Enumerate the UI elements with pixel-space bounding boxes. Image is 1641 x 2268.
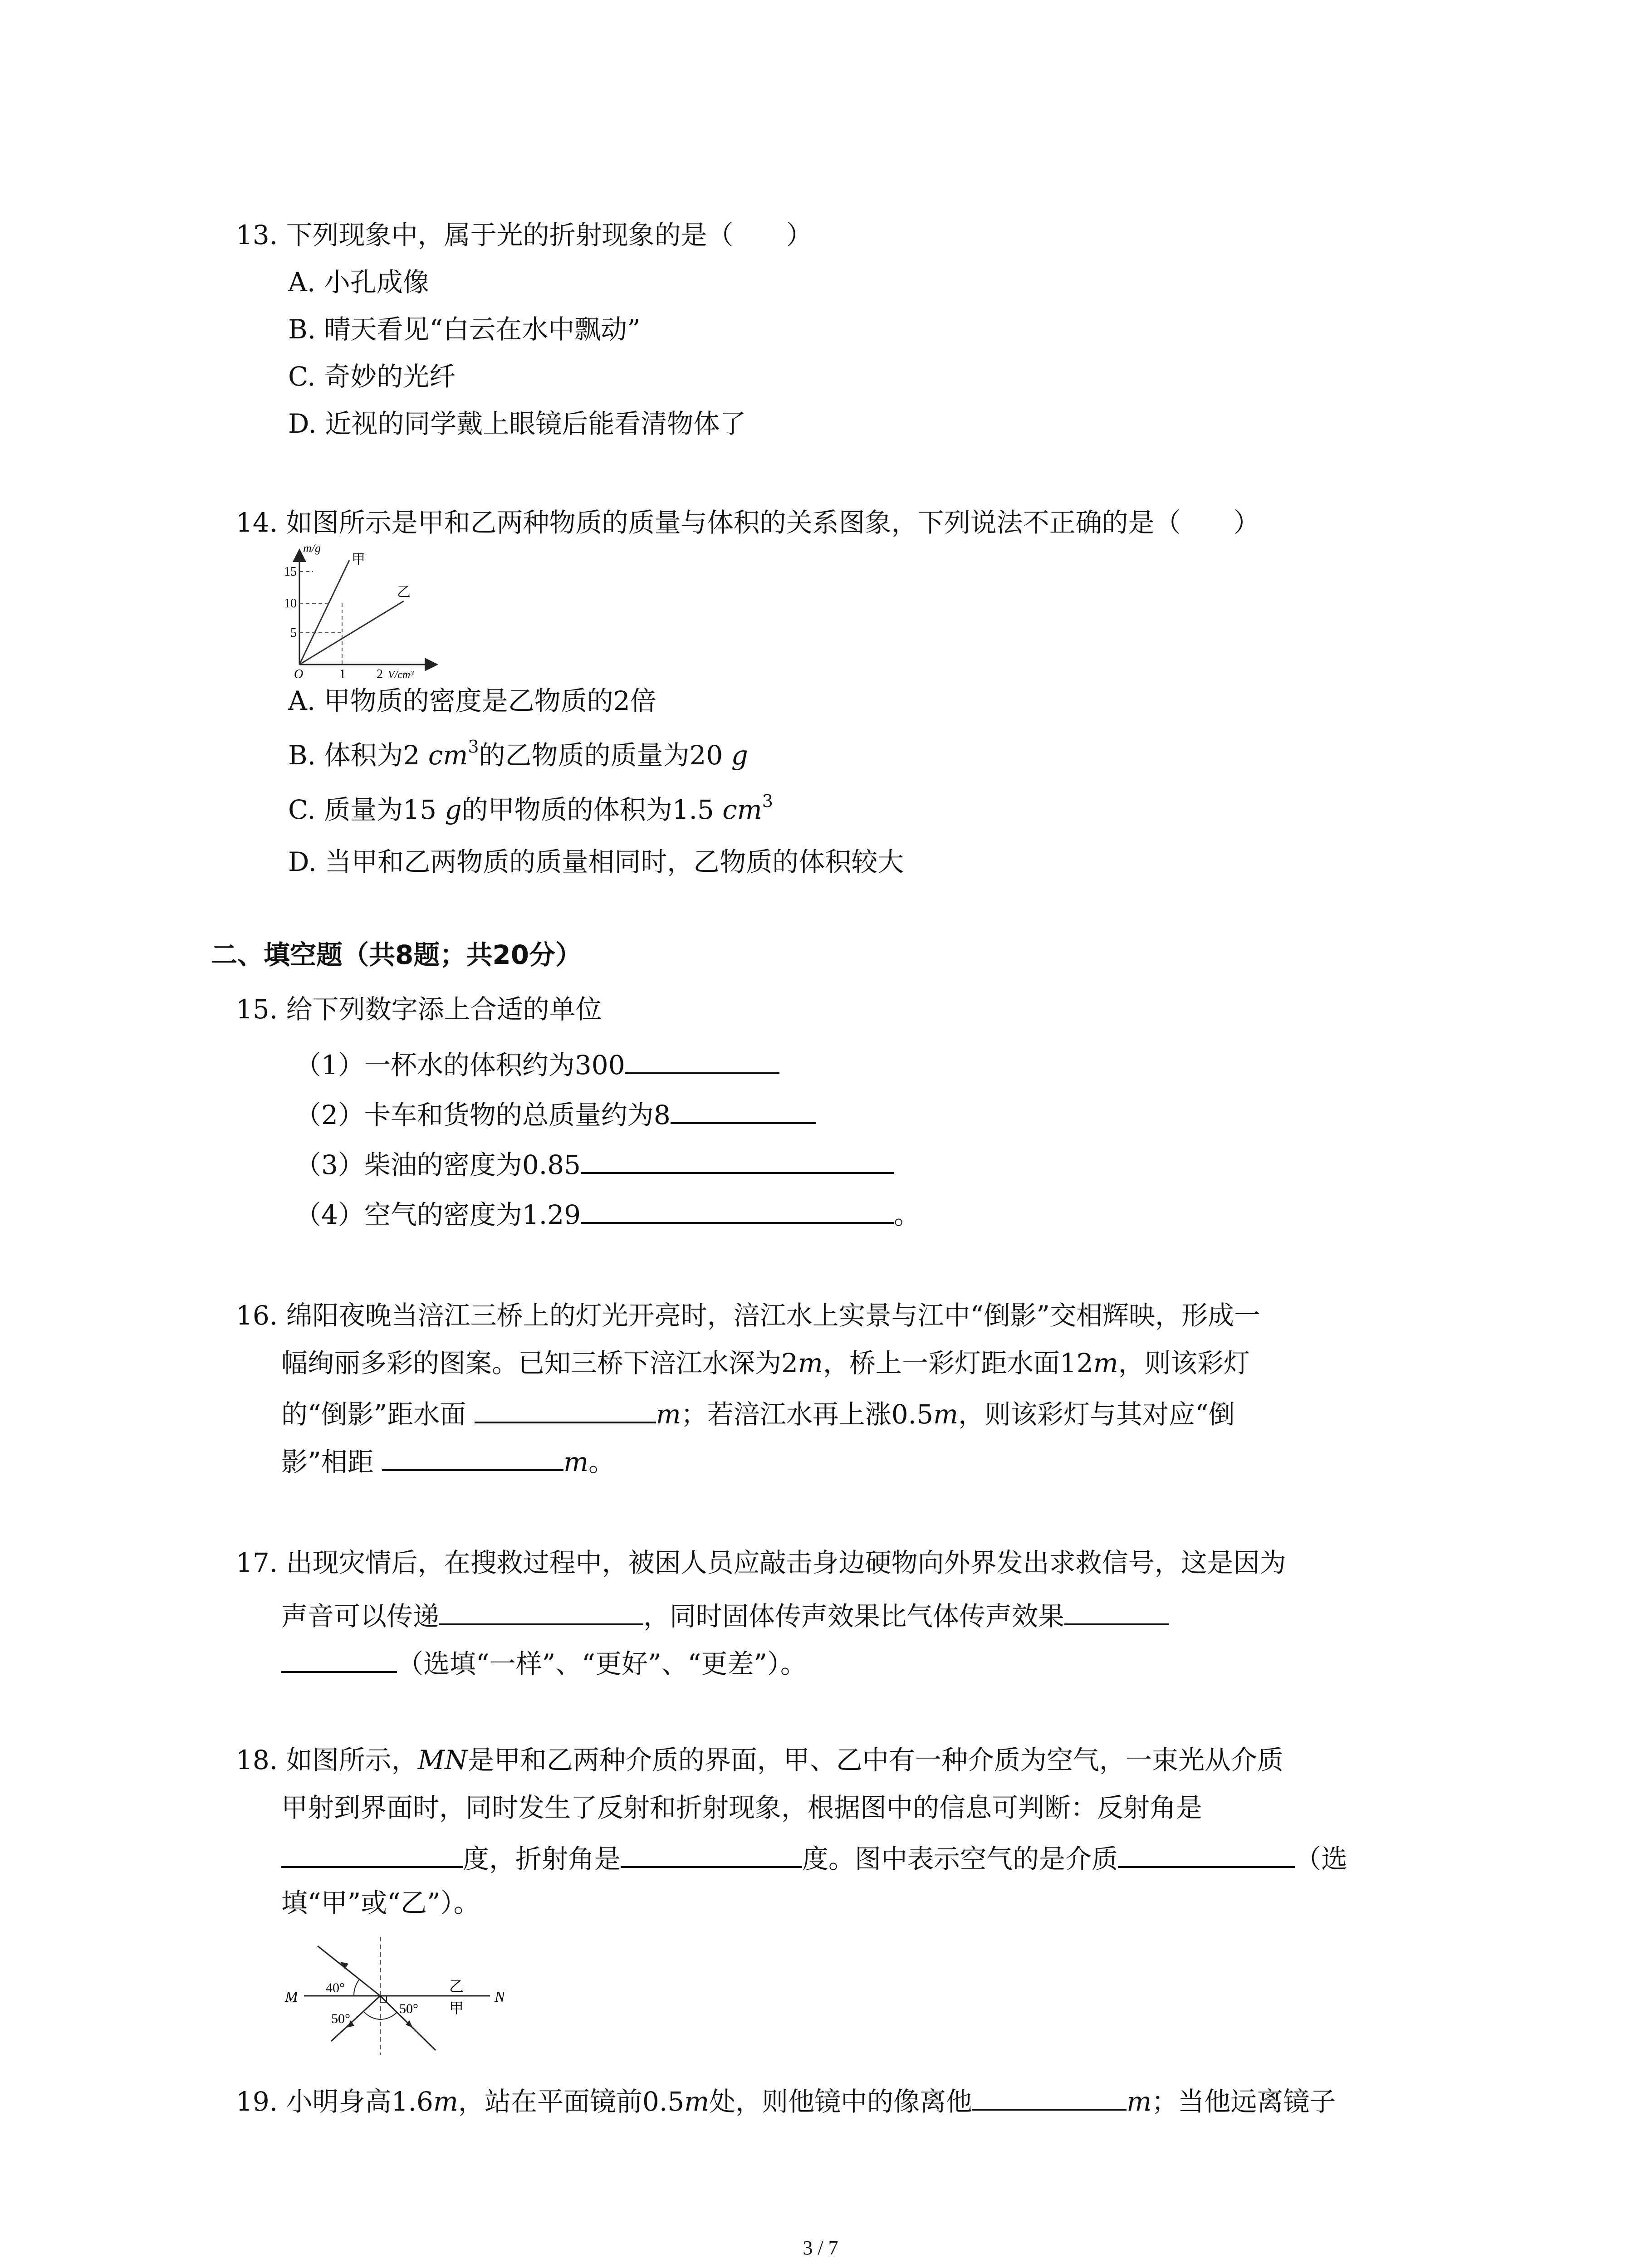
label-jia: 甲: [449, 2000, 464, 2016]
q14-option-a: A. 甲物质的密度是乙物质的2倍: [288, 685, 656, 716]
blank[interactable]: [671, 1093, 816, 1124]
q15-item-4: （4）空气的密度为1.29 。: [295, 1193, 920, 1233]
q19-line-1: 19. 小明身高1.6m，站在平面镜前0.5m处，则他镜中的像离他 m；当他远离镜子: [236, 2080, 1336, 2120]
q13-stem: 13. 下列现象中，属于光的折射现象的是（ ）: [236, 220, 813, 250]
blank[interactable]: [439, 1594, 643, 1625]
x-axis-label: V/cm³: [388, 669, 414, 681]
refraction-diagram: [277, 1937, 504, 2059]
angle-50-left: 50°: [331, 2011, 350, 2026]
section-heading: 二、填空题（共8题；共20分）: [211, 939, 582, 970]
blank[interactable]: [475, 1393, 656, 1423]
mass-volume-graph: [284, 542, 445, 681]
blank[interactable]: [581, 1193, 894, 1224]
q18-line-3: 度，折射角是 度。图中表示空气的是介质 （选: [281, 1837, 1347, 1877]
q14-option-d: D. 当甲和乙两物质的质量相同时，乙物质的体积较大: [288, 846, 904, 877]
q18-line-2: 甲射到界面时，同时发生了反射和折射现象，根据图中的信息可判断：反射角是: [281, 1792, 1203, 1823]
q17-line-2: 声音可以传递 ，同时固体传声效果比气体传声效果: [281, 1594, 1169, 1634]
blank[interactable]: [621, 1837, 802, 1868]
y-axis-label: m/g: [303, 542, 321, 555]
blank[interactable]: [281, 1642, 397, 1673]
page-number: 3 / 7: [803, 2237, 838, 2259]
q15-item-1: （1）一杯水的体积约为300: [295, 1043, 779, 1083]
q13-option-b: B. 晴天看见“白云在水中飘动”: [288, 314, 641, 345]
y-tick-10: 10: [284, 596, 297, 611]
label-n: N: [495, 1989, 505, 2005]
blank[interactable]: [1064, 1594, 1169, 1625]
label-yi: 乙: [449, 1978, 464, 1994]
blank[interactable]: [972, 2080, 1127, 2111]
blank[interactable]: [581, 1143, 894, 1174]
q15-item-2: （2）卡车和货物的总质量约为8: [295, 1093, 816, 1133]
q16-line-2: 幅绚丽多彩的图案。已知三桥下涪江水深为2m，桥上一彩灯距水面12m，则该彩灯: [281, 1348, 1250, 1378]
x-tick-2: 2: [377, 667, 383, 681]
q18-line-4: 填“甲”或“乙”）。: [281, 1887, 480, 1918]
blank[interactable]: [625, 1043, 779, 1074]
q13-option-d: D. 近视的同学戴上眼镜后能看清物体了: [288, 408, 746, 439]
y-tick-5: 5: [290, 626, 297, 640]
q13-option-a: A. 小孔成像: [288, 267, 429, 298]
q16-line-1: 16. 绵阳夜晚当涪江三桥上的灯光开亮时，涪江水上实景与江中“倒影”交相辉映，形成一: [236, 1300, 1260, 1331]
q15-stem: 15. 给下列数字添上合适的单位: [236, 994, 602, 1025]
label-yi: 乙: [397, 585, 411, 600]
q18-line-1: 18. 如图所示，MN是甲和乙两种介质的界面，甲、乙中有一种介质为空气，一束光从介质: [236, 1745, 1283, 1775]
blank[interactable]: [382, 1440, 563, 1471]
angle-50-right: 50°: [399, 2001, 418, 2016]
q17-line-3: （选填“一样”、“更好”、“更差”）。: [281, 1642, 807, 1682]
q16-line-3: 的“倒影”距水面 m；若涪江水再上涨0.5m，则该彩灯与其对应“倒: [281, 1393, 1235, 1432]
label-m: M: [285, 1989, 298, 2005]
label-jia: 甲: [352, 552, 365, 567]
q14-option-c: C. 质量为15 g的甲物质的体积为1.5 $cm^3$: [288, 791, 773, 825]
q14-stem: 14. 如图所示是甲和乙两种物质的质量与体积的关系图象，下列说法不正确的是（ ）: [236, 507, 1260, 538]
q16-line-4: 影”相距 m。: [281, 1440, 615, 1480]
q13-option-c: C. 奇妙的光纤: [288, 361, 456, 392]
q14-option-b: B. 体积为2 $cm^3$的乙物质的质量为20 g: [288, 737, 748, 771]
x-tick-1: 1: [339, 667, 346, 681]
blank[interactable]: [281, 1837, 463, 1868]
blank[interactable]: [1118, 1837, 1295, 1868]
origin-label: O: [294, 667, 304, 681]
q15-item-3: （3）柴油的密度为0.85: [295, 1143, 894, 1183]
q17-line-1: 17. 出现灾情后，在搜救过程中，被困人员应敲击身边硬物向外界发出求救信号，这是因为: [236, 1547, 1286, 1578]
y-tick-15: 15: [284, 565, 297, 579]
angle-40: 40°: [326, 1980, 345, 1995]
